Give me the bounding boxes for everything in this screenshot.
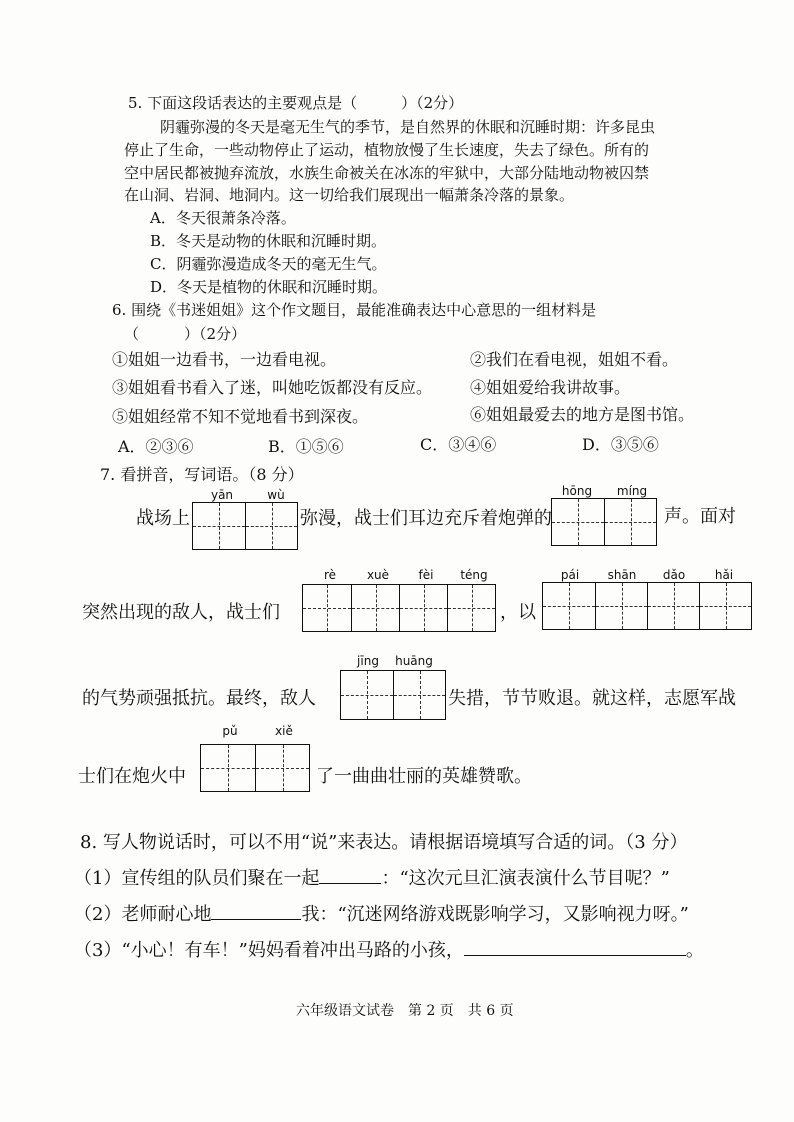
char-cell[interactable]	[351, 585, 399, 631]
q8-title: 8. 写人物说话时，可以不用“说”来表达。请根据语境填写合适的词。（3 分）	[80, 832, 688, 853]
writing-grid-hongming[interactable]	[551, 498, 657, 546]
char-cell[interactable]	[193, 503, 245, 549]
q5-option-d[interactable]: D．冬天是植物的休眠和沉睡时期。	[150, 278, 388, 296]
q5-option-c[interactable]: C．阴霾弥漫造成冬天的毫无生气。	[150, 255, 387, 273]
char-cell[interactable]	[447, 585, 495, 631]
writing-grid-yanwu[interactable]	[192, 502, 298, 550]
char-cell[interactable]	[399, 585, 447, 631]
pinyin-ming: míng	[616, 484, 648, 498]
q5-option-b[interactable]: B．冬天是动物的休眠和沉睡时期。	[150, 232, 387, 250]
q6-item-2: ②我们在看电视，姐姐不看。	[470, 350, 679, 369]
q5-option-a[interactable]: A．冬天很萧条冷落。	[150, 209, 296, 227]
pinyin-xue: xuè	[366, 568, 390, 582]
q7-line1-pre: 战场上	[136, 508, 190, 529]
q8-item-2	[74, 900, 689, 926]
pinyin-pu: pǔ	[222, 724, 238, 738]
pinyin-huang: huāng	[395, 654, 433, 668]
q7-title: 7. 看拼音，写词语。（8 分）	[100, 465, 304, 484]
q6-item-1: ①姐姐一边看书，一边看电视。	[112, 350, 337, 369]
char-cell[interactable]	[604, 499, 656, 545]
pinyin-yan: yān	[210, 488, 234, 502]
pinyin-hong: hōng	[561, 484, 593, 498]
pinyin-teng: téng	[460, 568, 488, 582]
writing-grid-jinghuang[interactable]	[340, 670, 446, 720]
pinyin-hai: hǎi	[714, 568, 734, 582]
char-cell[interactable]	[245, 503, 297, 549]
q6-choice-b[interactable]: B．①⑤⑥	[268, 437, 344, 456]
q5-stem	[128, 92, 463, 113]
q7-line3-post: 失措，节节败退。就这样，志愿军战	[448, 688, 736, 709]
pinyin-wu: wù	[267, 488, 285, 502]
q6-choice-d[interactable]: D．③⑤⑥	[582, 435, 659, 454]
q7-line2-mid: ，以	[500, 602, 536, 623]
q6-choice-c[interactable]: C．③④⑥	[420, 435, 497, 454]
char-cell[interactable]	[393, 671, 445, 719]
q6-choice-a[interactable]: A．②③⑥	[118, 437, 194, 456]
pinyin-pai: pái	[560, 568, 580, 582]
q8-item-3-end: 。	[685, 940, 704, 961]
q5-paragraph-line-1: 阴霾弥漫的冬天是毫无生气的季节，是自然界的休眠和沉睡时期：许多昆虫	[160, 118, 656, 136]
pinyin-xie: xiě	[275, 724, 293, 738]
q8-item-2-start: （2）老师耐心地	[74, 904, 212, 925]
q7-line2-pre: 突然出现的敌人，战士们	[82, 602, 280, 623]
char-cell[interactable]	[255, 745, 309, 791]
char-cell[interactable]	[552, 499, 604, 545]
q7-line1-mid: 弥漫，战士们耳边充斥着炮弹的	[300, 508, 552, 529]
pinyin-jing: jīng	[357, 654, 379, 668]
q8-item-1-start: （1）宣传组的队员们聚在一起	[74, 868, 320, 889]
q6-stem: 6. 围绕《书迷姐姐》这个作文题目，最能准确表达中心意思的一组材料是	[112, 301, 597, 319]
q8-item-1-end: ：“这次元旦汇演表演什么节目呢？”	[381, 868, 670, 889]
writing-grid-paishandaohai[interactable]	[542, 582, 752, 630]
pinyin-re: rè	[323, 568, 337, 582]
q8-item-3	[74, 936, 704, 962]
char-cell[interactable]	[595, 583, 647, 629]
q7-line1-post: 声。面对	[664, 506, 736, 527]
answer-blank-1[interactable]	[319, 865, 381, 884]
writing-grid-rexuefeiteng[interactable]	[302, 584, 496, 632]
char-cell[interactable]	[543, 583, 595, 629]
page-footer: 六年级语文试卷 第 2 页 共 6 页	[296, 1003, 514, 1019]
answer-blank-2[interactable]	[211, 901, 301, 920]
q6-item-4: ④姐姐爱给我讲故事。	[470, 378, 631, 397]
q8-item-2-end: 我：“沉迷网络游戏既影响学习，又影响视力呀。”	[301, 904, 689, 925]
pinyin-shan: shān	[607, 568, 637, 582]
q5-stem-text: 5. 下面这段话表达的主要观点是（	[128, 94, 358, 112]
q7-line4-pre: 士们在炮火中	[78, 766, 186, 787]
q5-paragraph-line-4: 在山洞、岩洞、地洞内。这一切给我们展现出一幅萧条冷落的景象。	[124, 186, 575, 204]
q7-line3-pre: 的气势顽强抵抗。最终，敌人	[82, 688, 316, 709]
char-cell[interactable]	[201, 745, 255, 791]
char-cell[interactable]	[647, 583, 699, 629]
writing-grid-puxie[interactable]	[200, 744, 310, 792]
q5-paragraph-line-3: 空中居民都被抛弃流放，水族生命被关在冰冻的牢狱中，大部分陆地动物被囚禁	[124, 164, 650, 182]
pinyin-dao: dǎo	[662, 568, 686, 582]
q8-item-1	[74, 864, 670, 890]
q7-line4-post: 了一曲曲壮丽的英雄赞歌。	[316, 766, 532, 787]
pinyin-fei: fèi	[418, 568, 434, 582]
q5-paragraph-line-2: 停止了生命，一些动物停止了运动，植物放慢了生长速度，失去了绿色。所有的	[124, 141, 650, 159]
q6-item-6: ⑥姐姐最爱去的地方是图书馆。	[470, 405, 695, 424]
char-cell[interactable]	[341, 671, 393, 719]
char-cell[interactable]	[303, 585, 351, 631]
q5-stem-end: ）（2分）	[401, 94, 464, 112]
char-cell[interactable]	[699, 583, 751, 629]
q6-item-3: ③姐姐看书看入了迷，叫她吃饭都没有反应。	[112, 378, 433, 397]
q8-item-3-start: （3）“小心！有车！”妈妈看着冲出马路的小孩，	[74, 940, 464, 961]
q6-answer-paren[interactable]: （ ）（2分）	[124, 325, 247, 343]
answer-blank-3[interactable]	[464, 937, 686, 956]
q6-item-5: ⑤姐姐经常不知不觉地看书到深夜。	[112, 407, 369, 426]
